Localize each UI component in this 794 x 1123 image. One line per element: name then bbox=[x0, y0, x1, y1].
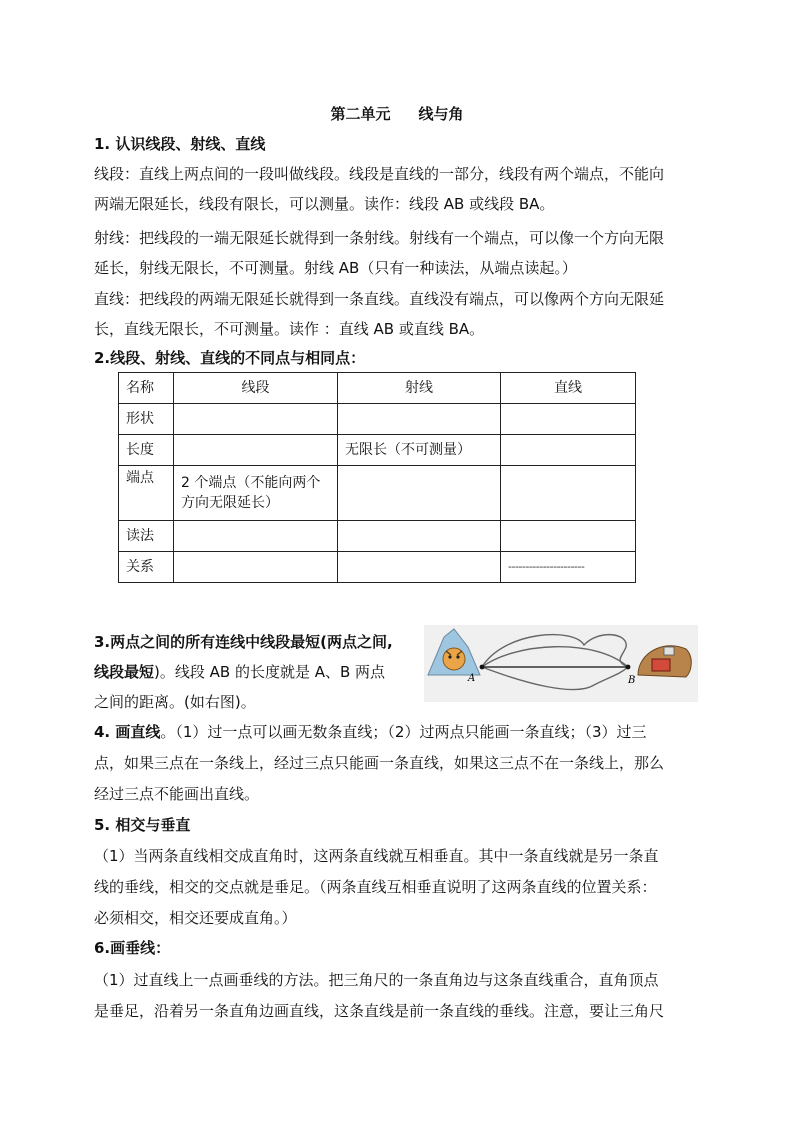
segment-def-line1: 线段：直线上两点间的一段叫做线段。线段是直线的一部分，线段有两个端点，不能向 bbox=[94, 165, 665, 183]
table-cell bbox=[174, 435, 338, 466]
table-cell bbox=[501, 404, 636, 435]
cell-text-line: 方向无限延长） bbox=[181, 495, 279, 511]
header-cell-segment: 线段 bbox=[174, 373, 338, 404]
section5-line2: 线的垂线，相交的交点就是垂足。（两条直线互相垂直说明了这两条直线的位置关系： bbox=[94, 878, 657, 896]
shortest-path-illustration bbox=[424, 625, 698, 702]
section6-line1: （1）过直线上一点画垂线的方法。把三角尺的一条直角边与这条直线重合，直角顶点 bbox=[94, 971, 659, 989]
point-b bbox=[626, 665, 631, 670]
comparison-table bbox=[118, 372, 636, 583]
segment-def-line2: 两端无限延长，线段有限长，可以测量。读作：线段 AB 或线段 BA。 bbox=[94, 195, 555, 213]
page-title bbox=[0, 104, 794, 124]
curve-path-upper bbox=[482, 635, 628, 667]
section3-line2-rest: )。线段 AB 的长度就是 A、B 两点 bbox=[154, 663, 386, 681]
table-cell bbox=[174, 552, 338, 583]
section3-bold-phrase: 线段最短 bbox=[94, 663, 155, 681]
table-cell bbox=[174, 521, 338, 552]
section5-heading: 5. 相交与垂直 bbox=[94, 816, 191, 834]
curve-path-lower bbox=[482, 667, 628, 690]
header-cell-ray: 射线 bbox=[338, 373, 501, 404]
table-cell bbox=[501, 435, 636, 466]
section3-line2 bbox=[94, 662, 424, 682]
table-cell: 无限长（不可测量） bbox=[338, 435, 501, 466]
unit-label: 第二单元 bbox=[330, 105, 391, 123]
section6-heading: 6.画垂线： bbox=[94, 939, 171, 957]
section4-line3: 经过三点不能画出直线。 bbox=[94, 785, 260, 803]
row-label: 端点 bbox=[119, 466, 174, 521]
ray-def-line1: 射线：把线段的一端无限延长就得到一条射线。射线有一个端点，可以像一个方向无限 bbox=[94, 229, 665, 247]
section5-line3: 必须相交，相交还要成直角。） bbox=[94, 909, 297, 927]
table-cell bbox=[338, 552, 501, 583]
table-cell bbox=[338, 521, 501, 552]
row-label: 读法 bbox=[119, 521, 174, 552]
table-row bbox=[119, 404, 636, 435]
row-label: 形状 bbox=[119, 404, 174, 435]
table-cell bbox=[174, 466, 338, 521]
ray-def-line2: 延长，射线无限长，不可测量。射线 AB（只有一种读法，从端点读起。） bbox=[94, 259, 577, 277]
section4-line1 bbox=[94, 722, 704, 742]
line-def-line1: 直线：把线段的两端无限延长就得到一条直线。直线没有端点，可以像两个方向无限延 bbox=[94, 290, 665, 308]
row-label: 长度 bbox=[119, 435, 174, 466]
table-row bbox=[119, 521, 636, 552]
table-cell bbox=[338, 466, 501, 521]
section6-line2: 是垂足，沿着另一条直角边画直线，这条直线是前一条直线的垂线。注意，要让三角尺 bbox=[94, 1002, 665, 1020]
section4-line2: 点，如果三点在一条线上，经过三点只能画一条直线，如果这三点不在一条线上，那么 bbox=[94, 754, 665, 772]
cell-text-line: 2 个端点（不能向两个 bbox=[181, 475, 321, 491]
label-b: B bbox=[628, 675, 636, 686]
table-row bbox=[119, 466, 636, 521]
section1-heading: 1. 认识线段、射线、直线 bbox=[94, 135, 266, 153]
unit-topic: 线与角 bbox=[418, 105, 464, 123]
section2-heading: 2.线段、射线、直线的不同点与相同点： bbox=[94, 349, 366, 367]
row-label: 关系 bbox=[119, 552, 174, 583]
line-def-line2: 长，直线无限长，不可测量。读作 ：直线 AB 或直线 BA。 bbox=[94, 320, 485, 338]
table-cell bbox=[174, 404, 338, 435]
curve-path-middle bbox=[482, 647, 628, 667]
label-a: A bbox=[468, 673, 476, 684]
point-a bbox=[480, 665, 485, 670]
section4-line1-rest: 。（1）过一点可以画无数条直线；（2）过两点只能画一条直线；（3）过三 bbox=[160, 723, 647, 741]
table-cell: ---------------------- bbox=[501, 552, 636, 583]
table-row bbox=[119, 435, 636, 466]
header-cell-name: 名称 bbox=[119, 373, 174, 404]
table-cell bbox=[338, 404, 501, 435]
table-cell bbox=[501, 466, 636, 521]
section4-heading: 4. 画直线 bbox=[94, 723, 161, 741]
section3-line3: 之间的距离。(如右图)。 bbox=[94, 693, 256, 711]
table-row bbox=[119, 552, 636, 583]
section5-line1: （1）当两条直线相交成直角时，这两条直线就互相垂直。其中一条直线就是另一条直 bbox=[94, 847, 659, 865]
table-header-row bbox=[119, 373, 636, 404]
table-cell bbox=[501, 521, 636, 552]
shortest-path-figure bbox=[424, 625, 698, 702]
section3-line1: 3.两点之间的所有连线中线段最短(两点之间, bbox=[94, 633, 393, 651]
header-cell-line: 直线 bbox=[501, 373, 636, 404]
